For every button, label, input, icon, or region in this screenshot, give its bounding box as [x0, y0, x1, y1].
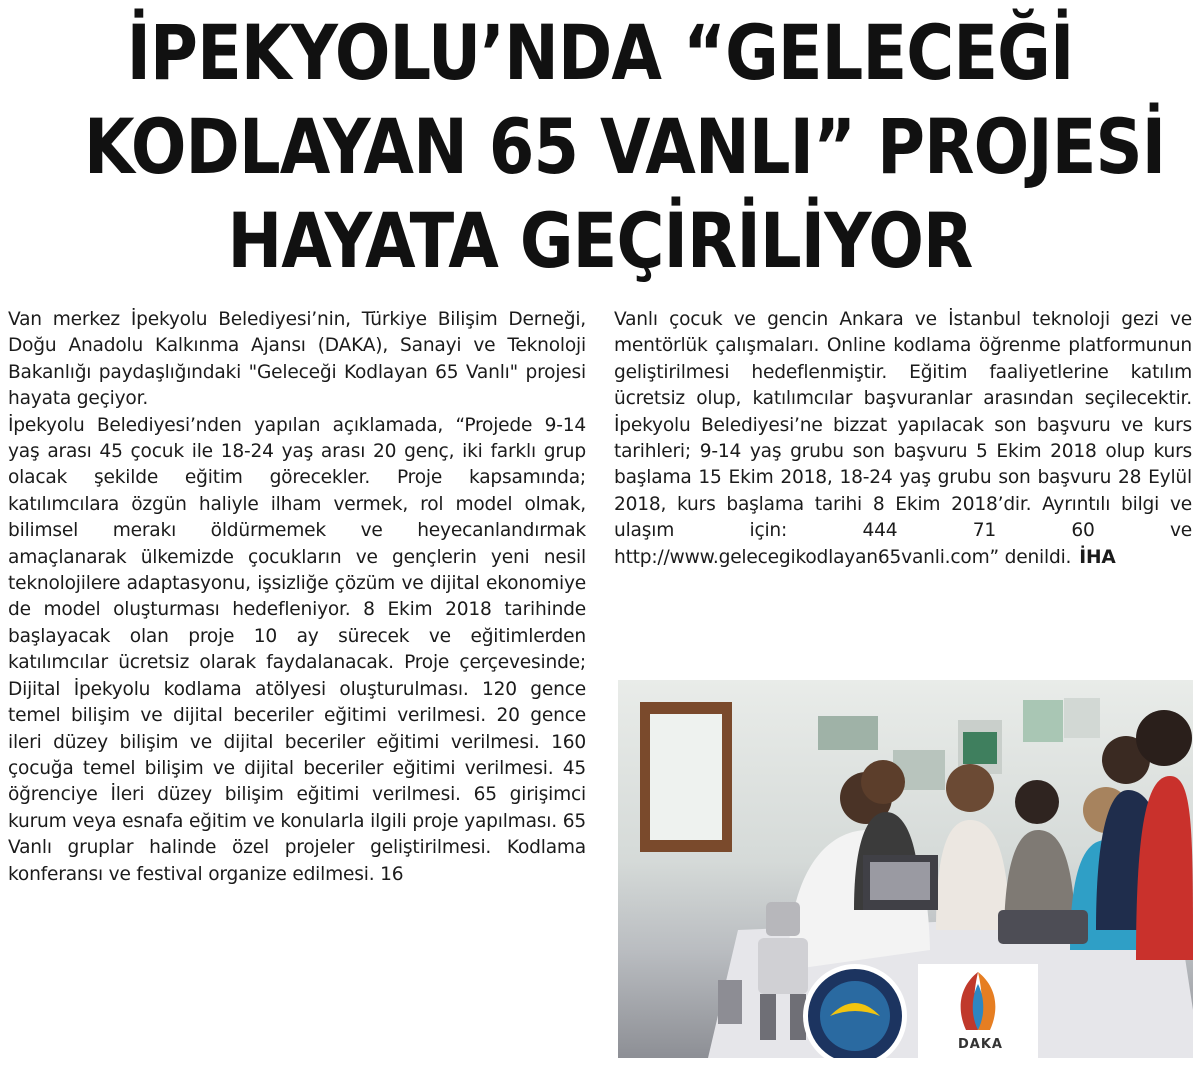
daka-logo-text: DAKA: [958, 1037, 1003, 1052]
article-paragraph-intro: Van merkez İpekyolu Belediyesi’nin, Türkiye Bilişim Derneği, Doğu Anadolu Kalkınma Ajansı (DAKA), Sanayi ve Teknoloji Bakanlığı paydaşlığındaki "Geleceği Kodlayan 65 Vanlı" projesi hayata geçiyor.: [8, 309, 586, 410]
article-continuation-text: Vanlı çocuk ve gencin Ankara ve İstanbul teknoloji gezi ve mentörlük çalışmaları. Online kodlama öğrenme platformunun geliştirilmesi hedeflenmiştir. Eğitim faaliyetlerine katılım ücretsiz olup, katılımcılar başvuranlar arasından seçilecektir. İpekyolu Belediyesi’ne bizzat yapılacak son başvuru ve kurs tarihleri; 9-14 yaş grubu son başvuru 5 Ekim 2018 olup kurs başlama 15 Ekim 2018, 18-24 yaş grubu son başvuru 28 Eylül 2018, kurs başlama tarihi 8 Ekim 2018’dir. Ayrıntılı bilgi ve ulaşım için: 444 71 60 ve http://www.gelecegikodlayan65vanli.com” denildi.: [614, 309, 1192, 568]
person-head: [1015, 780, 1059, 824]
classroom-robotics-photo: [618, 680, 1193, 1058]
headline: [0, 6, 1200, 288]
window-glass: [650, 714, 722, 840]
wall-poster: [1023, 700, 1063, 742]
person-head: [861, 760, 905, 804]
robot-small: [718, 980, 742, 1024]
headline-line-2: KODLAYAN 65 VANLI” PROJESİ: [84, 102, 1166, 191]
headline-line-3: HAYATA GEÇİRİLİYOR: [227, 196, 973, 285]
robot-kit-frame: [870, 862, 930, 900]
wall-poster: [818, 716, 878, 750]
person-head: [1136, 710, 1192, 766]
robot-leg: [760, 994, 776, 1040]
article-paragraph-statement: İpekyolu Belediyesi’nden yapılan açıklamada, “Projede 9-14 yaş arası 45 çocuk ile 18-24 yaş arası 20 genç, iki farklı grup olacak şekilde eğitim görecekler. Proje kapsamında; katılımcılara özgün haliyle ilham vermek, rol model olmak, bilimsel merakı öldürmemek ve heyecanlandırmak amaçlanarak ülkemizde çocukların ve gençlerin yeni nesil teknolojilere adaptasyonu, işsizliğe çözüm ve dijital ekonomiye de model oluşturması hedefleniyor. 8 Ekim 2018 tarihinde başlayacak olan proje 10 ay sürecek ve eğitimlerden katılımcılar ücretsiz olarak faydalanacak. Proje çerçevesinde; Dijital İpekyolu kodlama atölyesi oluşturulması. 120 gence temel bilişim ve dijital beceriler eğitimi verilmesi. 20 gence ileri düzey bilişim ve dijital beceriler eğitimi verilmesi. 160 çocuğa temel bilişim ve dijital beceriler eğitimi verilmesi. 45 öğrenciye İleri düzey bilişim eğitimi verilmesi. 65 girişimci kurum veya esnafa eğitim ve konularla ilgili proje yapılması. 65 Vanlı gruplar halinde özel projeler geliştirilmesi. Kodlama konferansı ve festival organize edilmesi. 16: [8, 414, 586, 885]
article-column-left: [8, 307, 586, 888]
headline-line-1: İPEKYOLU’NDA “GELECEĞİ: [126, 8, 1074, 97]
person-head: [946, 764, 994, 812]
robot-body: [758, 938, 808, 994]
article-photo: [618, 680, 1193, 1058]
article-column-right: [614, 307, 1192, 571]
robot-car: [998, 910, 1088, 944]
wall-poster: [1064, 698, 1100, 738]
news-agency-credit: İHA: [1079, 546, 1116, 568]
wall-poster-image: [963, 732, 997, 764]
article-paragraph-continuation: [614, 307, 1192, 571]
robot-head: [766, 902, 800, 936]
